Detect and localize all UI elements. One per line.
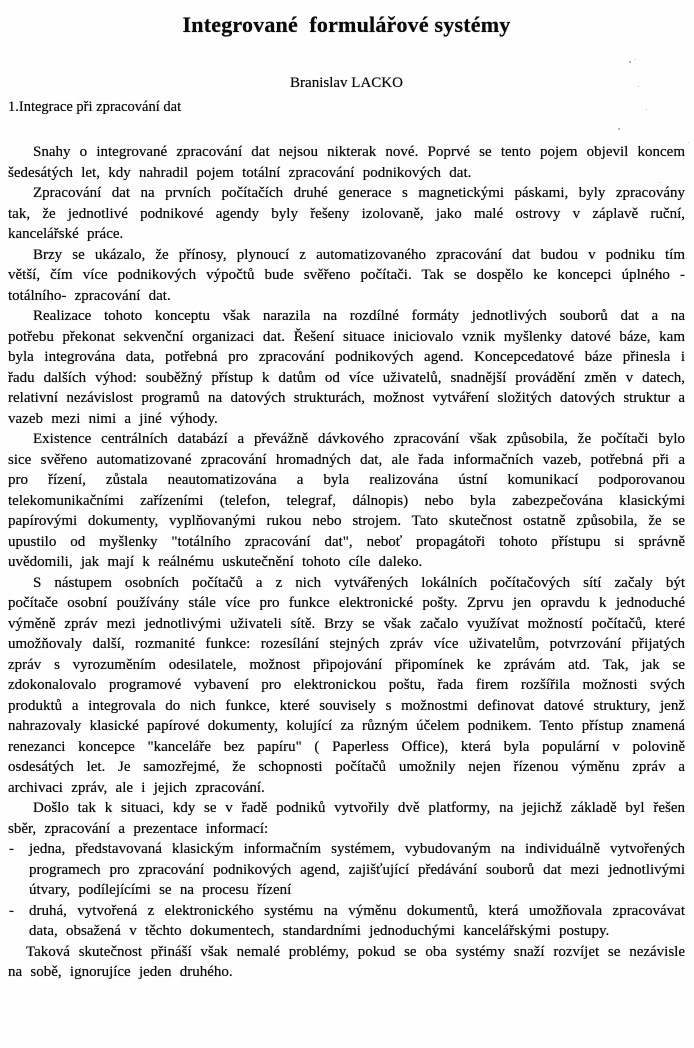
paragraph: S nástupem osobních počítačů a z nich vytvářených lokálních počítačových sítí začaly být počítače osobní používány stále více pro funkce elektronické pošty. Zprvu jen opravdu k jednoduché výměně zpráv mezi jednotlivými uživateli sítě. Brzy se však začalo využívat možností počítačů, které umožňovaly další, rozmanité funkce: rozesílání stejných zpráv více uživatelům, potvrzování přijatých zpráv s vyrozuměním odesilatele, možnost připojování připomínek ke zprávám atd. Tak, jak se zdokonalovalo programové vybavení pro elektronickou poštu, řada firem rozšířila možnosti svých produktů a integrovala do nich funkce, které souvisely s možnostmi definovat datové struktury, jenž nahrazovaly klasické papírové dokumenty, kolující za různým účelem podnikem. Tento přístup znamená renezanci koncepce "kanceláře bez papíru" ( Paperless Office), která byla populární v polovině osdesátých let. Je samozřejmé, že schopnosti počítačů umožnily nejen řízenou výměnu zpráv a archivaci zpráv, ale i jejich zpracování.: [8, 574, 685, 796]
paragraph: Snahy o integrované zpracování dat nejsou nikterak nové. Poprvé se tento pojem objevil koncem šedesátých let, kdy nahradil pojem totální zpracování podnikových dat.: [8, 144, 685, 181]
document-title: Integrované formulářové systémy: [182, 12, 511, 37]
paragraph: Došlo tak k situaci, kdy se v řadě podniků vytvořily dvě platformy, na jejichž základě byl řešen sběr, zpracování a prezentace informací:: [8, 800, 685, 837]
scan-artifact: [635, 59, 636, 60]
paragraph: Existence centrálních databází a převážně dávkového zpracování však způsobila, že počítači bylo sice svěřeno automatizované zpracování hromadných dat, ale řada informačních vazeb, potřebná při a pro řízení, zůstala neautomatizována a byla realizována ústní komunikací podporovanou telekomunikačními zařízeními (telefon, telegraf, dálnopis) nebo byla zabezpečována klasickými papírovými dokumenty, vyplňovanými rukou nebo strojem. Tato skutečnost ostatně způsobila, že se upustilo od myšlenky "totálního zpracování dat", neboť propagátoři tohoto přístupu si správně uvědomili, jak mají k reálnému uskutečnění tohoto cíle daleko.: [8, 431, 685, 570]
scan-artifact: [618, 128, 620, 130]
list-item-text: jedna, představovaná klasickým informačním systémem, vybudovaným na individuálně vytvořených programech pro zpracování podnikových agend, zajišťující předávání souborů dat mezi jednotlivými útvary, podílejícími se na procesu řízení: [29, 841, 685, 898]
section-heading: 1.Integrace při zpracování dat: [8, 99, 182, 115]
scan-artifact: [629, 61, 631, 63]
list-item: [8, 901, 685, 942]
platform-list: [8, 839, 685, 942]
scan-artifact: [686, 258, 687, 259]
document-body: [8, 142, 685, 983]
list-hyphen-marker: -: [9, 841, 14, 857]
paragraph: Brzy se ukázalo, že přínosy, plynoucí z automatizovaného zpracování dat budou v podniku tím větší, čím více podnikových výpočtů bude svěřeno počítači. Tak se dospělo ke koncepci úplného -totálního- zpracování dat.: [8, 246, 685, 304]
scan-artifact: [646, 109, 647, 110]
closing-paragraph: Taková skutečnost přináší však nemalé problémy, pokud se oba systémy snaží rozvíjet se nezávisle na sobě, ignorujíce jeden druhého.: [8, 943, 685, 980]
scan-artifact: [660, 182, 661, 183]
paragraph: Zpracování dat na prvních počítačích druhé generace s magnetickými páskami, byly zpracovány tak, že jednotlivé podnikové agendy byly řešeny izolovaně, jako malé ostrovy v záplavě ruční, kancelářské práce.: [8, 185, 685, 242]
scan-artifact: [638, 86, 639, 87]
paragraph: Realizace tohoto konceptu však narazila na rozdílné formáty jednotlivých souborů dat a na potřebu překonat sekvenční organizaci dat. Řešení situace iniciovalo vznik myšlenky datové báze, kam byla integrována data, potřebná pro zpracování podnikových agend. Koncepcedatové báze přinesla i řadu dalších výhod: souběžný přístup k datům od více uživatelů, snadnější provádění změn v datech, relativní nezávislost programů na datových strukturách, možnost vytváření složitých datových struktur a vazeb mezi nimi a jiné výhody.: [8, 308, 685, 427]
list-hyphen-marker: -: [9, 902, 14, 919]
scan-artifact: [688, 142, 689, 143]
list-item-text: druhá, vytvořená z elektronického systému na výměnu dokumentů, která umožňovala zpracovávat data, obsažená v těchto dokumentech, standardními jednoduchými kancelářskými postupy.: [29, 902, 685, 939]
document-author: Branislav LACKO: [290, 75, 403, 91]
list-item: [8, 839, 685, 901]
